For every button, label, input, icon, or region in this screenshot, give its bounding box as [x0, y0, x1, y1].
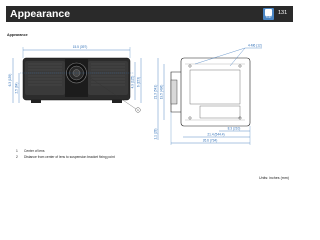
- top-icon-label: TOP: [265, 15, 272, 19]
- dim-bottom-total: 26.6 (734): [202, 138, 218, 143]
- legend-item: 1 Center of lens: [16, 149, 45, 153]
- svg-text:1: 1: [137, 108, 139, 113]
- bottom-view: [154, 44, 263, 146]
- dim-left-height: 6.3 (159): [8, 73, 12, 87]
- units-note: Units: inches (mm): [259, 176, 289, 180]
- page-number: 131: [278, 10, 288, 16]
- legend-item: 2 Distance from center of lens to suspension bracket fixing point: [16, 155, 115, 159]
- dim-lower-left: 1.1 (28): [153, 128, 158, 140]
- dim-right-height: 6 (153): [136, 76, 141, 88]
- section-label: Appearance: [7, 33, 28, 37]
- projector-bottom-body: [181, 58, 250, 126]
- legend: [16, 148, 115, 160]
- front-view: [8, 45, 141, 112]
- dim-height-inner: 19.5 (496): [159, 84, 164, 100]
- dim-height-total: 21.3 (541): [153, 84, 158, 100]
- dim-screw: 4-M6 (12): [248, 43, 262, 48]
- dim-right-mid: 4.9 (125): [130, 75, 135, 89]
- dim-left-lens: 2.5 (64): [14, 82, 19, 94]
- dim-bottom-mid: 21.4 (544.4): [207, 132, 225, 137]
- dim-width: 15.5 (397): [72, 45, 88, 49]
- dim-bottom-short: 8.3 (210): [227, 126, 241, 131]
- page-title: Appearance: [10, 8, 71, 20]
